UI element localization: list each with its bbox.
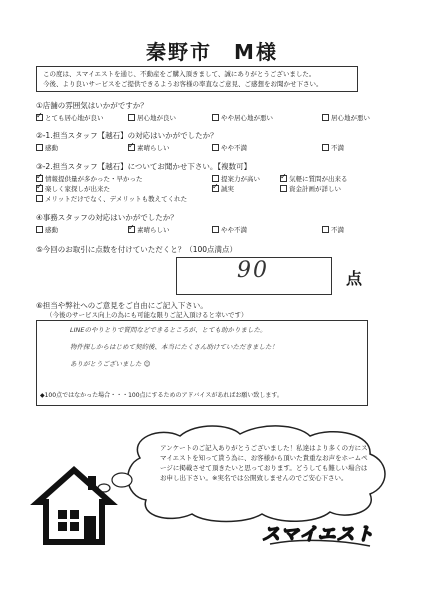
q4-option-1[interactable]: 感動 — [36, 225, 58, 234]
q2-option-3[interactable]: やや不満 — [212, 143, 247, 152]
checkbox-icon — [212, 226, 219, 233]
q1-option-2[interactable]: 居心地が良い — [128, 113, 176, 122]
thanks-message: アンケートのご記入ありがとうございました！私達はより多くの方にスマイエストを知って貰う為に、お客様から頂いた貴重なお声をホームページに掲載させて頂きたいと思っております。どうしても難しい場合はお申し出下さい。※実名では公開致しませんのでご安心下さい。 — [160, 444, 368, 482]
score-unit: 点 — [346, 269, 363, 288]
q4-option-3[interactable]: やや不満 — [212, 225, 247, 234]
checkbox-icon — [212, 144, 219, 151]
checkbox-icon — [128, 114, 135, 121]
intro-box — [36, 66, 358, 92]
q3-option-7[interactable]: メリットだけでなく、デメリットも教えてくれた — [36, 194, 187, 203]
advice-label: ◆100点ではなかった場合・・・100点にするためのアドバイスがあればお願い致します。 — [40, 392, 283, 399]
comment-line-3: ありがとうございました ☺ — [70, 360, 151, 368]
q4-label: ④事務スタッフの対応はいかがでしたか？ — [36, 213, 178, 222]
q3-option-5[interactable]: ✓ 誠実 — [212, 184, 234, 193]
checkbox-icon — [128, 226, 135, 233]
intro-line-2: 今後、より良いサービスをご提供できるようお客様の率直なご意見、ご感想をお聞かせ下さい。 — [43, 80, 323, 88]
checkbox-icon — [322, 144, 329, 151]
q3-option-2[interactable]: 提案力が高い — [212, 174, 260, 183]
q1-option-4[interactable]: 居心地が悪い — [322, 113, 370, 122]
checkbox-icon — [280, 185, 287, 192]
q2-option-4[interactable]: 不満 — [322, 143, 344, 152]
q4-option-4[interactable]: 不満 — [322, 225, 344, 234]
q4-option-2[interactable]: ✓ 素晴らしい — [128, 225, 170, 234]
comment-line-1: LINEのやりとりで質問などできるところが、とても助かりました。 — [70, 326, 267, 334]
q5-label: ⑤今回のお取引に点数を付けていただくと？（100点満点） — [36, 245, 238, 254]
checkbox-icon — [36, 175, 43, 182]
checkbox-icon — [36, 195, 43, 202]
q3-label: ③-2.担当スタッフ【越石】についてお聞かせ下さい。【複数可】 — [36, 162, 252, 171]
checkbox-icon — [280, 175, 287, 182]
q1-option-1[interactable]: ✓とても居心地が良い — [36, 113, 104, 122]
q3-option-3[interactable]: ✓ 気軽に質問が出来る — [280, 174, 348, 183]
page-title: 秦野市 M様 — [146, 40, 278, 64]
q1-label: ①店舗の雰囲気はいかがですか？ — [36, 101, 148, 110]
checkbox-icon — [322, 114, 329, 121]
q6-sublabel: （今後のサービス向上の為にも可能な限りご記入頂けると幸いです） — [46, 311, 248, 319]
score-value: 90 — [237, 258, 269, 283]
checkbox-icon — [36, 144, 43, 151]
comment-line-2: 物件探しからはじめて契約後、本当にたくさん助けていただきました！ — [70, 343, 278, 351]
house-icon — [38, 470, 110, 542]
intro-line-1: この度は、スマイエストを通じ、不動産をご購入頂きまして、誠にありがとうございました。 — [43, 70, 316, 78]
q6-label: ⑥担当や弊社へのご意見をご自由にご記入下さい。 — [36, 301, 208, 310]
checkbox-icon — [212, 114, 219, 121]
checkbox-icon — [212, 185, 219, 192]
brand-logo: スマイエスト — [262, 524, 375, 545]
checkbox-icon — [322, 226, 329, 233]
q3-option-6[interactable]: 資金計画が詳しい — [280, 184, 341, 193]
q2-label: ②-1.担当スタッフ【越石】の対応はいかがでしたか？ — [36, 131, 218, 140]
q3-option-4[interactable]: ✓楽しく家探しが出来た — [36, 184, 110, 193]
checkbox-icon — [128, 144, 135, 151]
checkbox-icon — [36, 226, 43, 233]
q2-option-1[interactable]: 感動 — [36, 143, 58, 152]
q3-option-1[interactable]: ✓情報提供量が多かった・早かった — [36, 174, 143, 183]
checkbox-icon — [36, 185, 43, 192]
checkbox-icon — [212, 175, 219, 182]
checkbox-icon — [36, 114, 43, 121]
q2-option-2[interactable]: ✓ 素晴らしい — [128, 143, 170, 152]
q1-option-3[interactable]: やや居心地が悪い — [212, 113, 273, 122]
